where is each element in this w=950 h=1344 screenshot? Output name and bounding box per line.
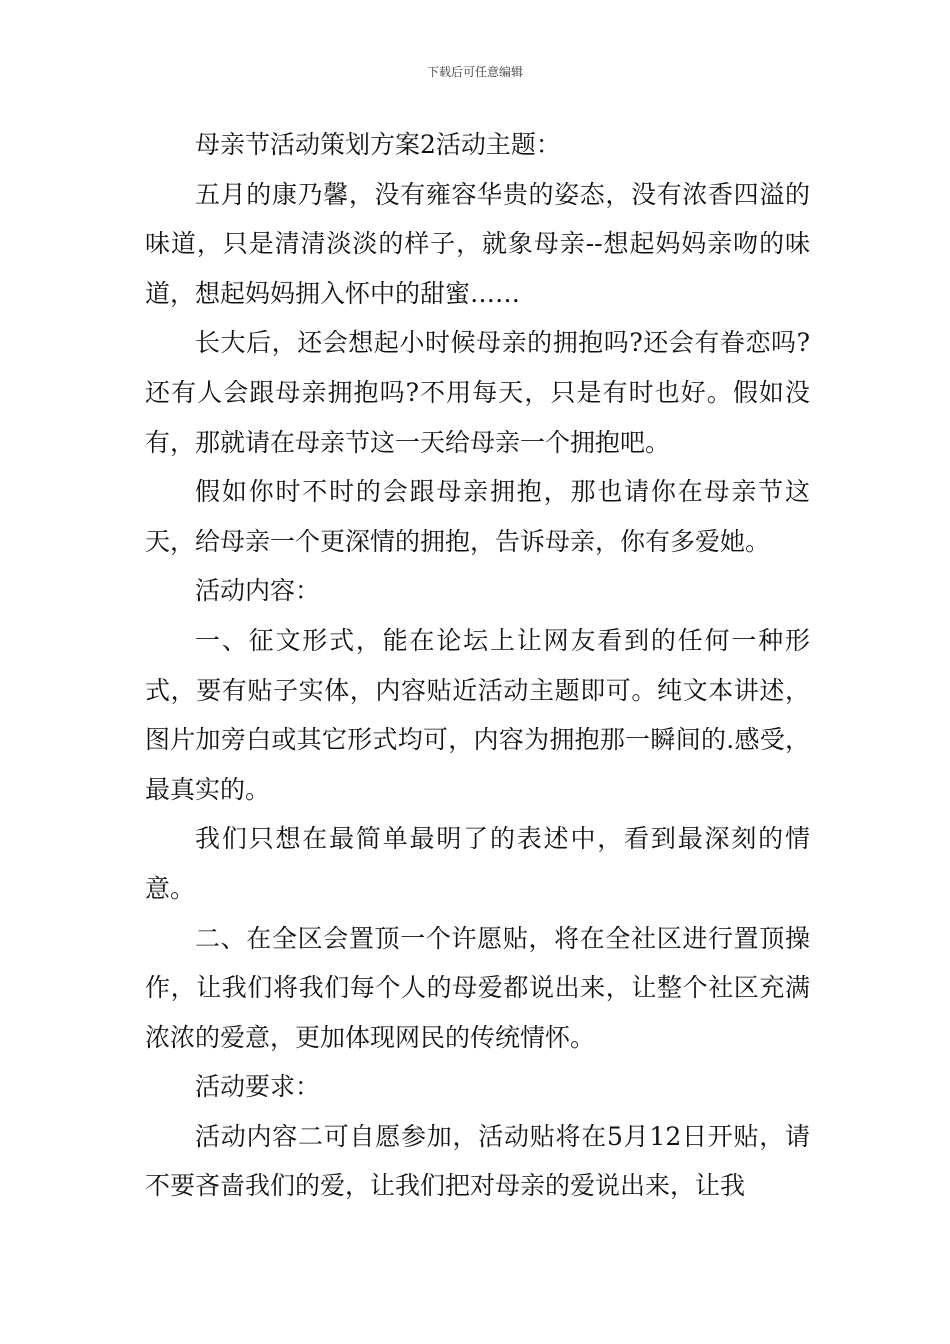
paragraph: 我们只想在最简单最明了的表述中，看到最深刻的情意。 bbox=[145, 824, 810, 903]
document-body bbox=[145, 120, 810, 1211]
section-heading-requirements: 活动要求： bbox=[195, 1072, 321, 1102]
paragraph: 活动内容二可自愿参加，活动贴将在5月12日开贴，请不要吝啬我们的爱，让我们把对母亲的爱说出来，让我 bbox=[145, 1121, 810, 1201]
paragraph-title: 母亲节活动策划方案2活动主题： bbox=[195, 130, 561, 159]
paragraph: 五月的康乃馨，没有雍容华贵的姿态，没有浓香四溢的味道，只是清清淡淡的样子，就象母亲--想起妈妈亲吻的味道，想起妈妈拥入怀中的甜蜜…… bbox=[145, 179, 810, 308]
paragraph: 一、征文形式，能在论坛上让网友看到的任何一种形式，要有贴子实体，内容贴近活动主题即可。纯文本讲述，图片加旁白或其它形式均可，内容为拥抱那一瞬间的.感受，最真实的。 bbox=[145, 625, 810, 804]
paragraph: 二、在全区会置顶一个许愿贴，将在全社区进行置顶操作，让我们将我们每个人的母爱都说出来，让整个社区充满浓浓的爱意，更加体现网民的传统情怀。 bbox=[145, 923, 810, 1052]
paragraph: 长大后，还会想起小时候母亲的拥抱吗?还会有眷恋吗?还有人会跟母亲拥抱吗?不用每天，只是有时也好。假如没有，那就请在母亲节这一天给母亲一个拥抱吧。 bbox=[145, 328, 810, 457]
page-header: 下载后可任意编辑 bbox=[426, 65, 523, 79]
paragraph: 假如你时不时的会跟母亲拥抱，那也请你在母亲节这天，给母亲一个更深情的拥抱，告诉母亲，你有多爱她。 bbox=[145, 477, 810, 556]
section-heading-content: 活动内容： bbox=[195, 576, 321, 606]
